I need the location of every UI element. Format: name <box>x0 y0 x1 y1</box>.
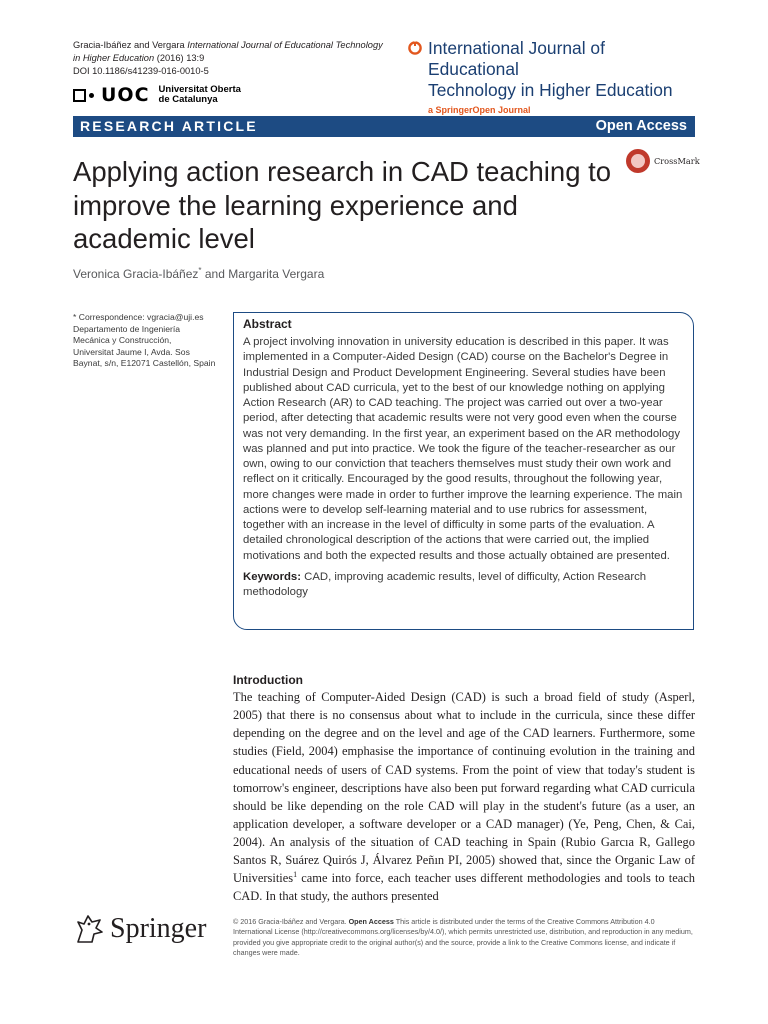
article-type: RESEARCH ARTICLE <box>80 118 258 134</box>
citation-journal-cont: in Higher Education <box>73 53 155 63</box>
correspondence-email[interactable]: * Correspondence: vgracia@uji.es <box>73 312 204 322</box>
springer-logo <box>72 912 206 946</box>
springer-horse-icon <box>72 912 106 946</box>
author-1: Veronica Gracia-Ibáñez <box>73 267 199 281</box>
abstract-heading: Abstract <box>243 317 292 331</box>
crossmark-label: CrossMark <box>654 156 700 166</box>
keywords-label: Keywords: <box>243 570 301 583</box>
footnote-mark[interactable]: 1 <box>293 870 298 880</box>
uoc-mark-icon <box>73 89 94 102</box>
citation-authors: Gracia-Ibáñez and Vergara <box>73 40 185 50</box>
corresponding-mark: * <box>198 266 202 275</box>
license-open-access: Open Access <box>348 917 394 926</box>
journal-logo <box>408 38 698 115</box>
introduction-text: The teaching of Computer-Aided Design (CAD) is such a broad field of study (Asperl, 2005) that there is no consensus about what to include in the curricula, since these differ depending on the degree and on the level and age of the CAD learners. Furthermore, some studies (Field, 2004) emphasise the importance of continuing evolution in the training and educational needs of users of CAD systems. From the point of view that today's student is tomorrow's engineer, descriptions have also been put forward regarding what CAD curricula should be like depending on the role CAD will play in the student's future (as a user, an application developer, a software developer or a CAD manager) (Ye, Peng, Chen, & Cai, 2004). An analysis of the situation of CAD teaching in Spain (Rubio Garcıa R, Gallego Santos R, Suárez Quirós J, Álvarez Peñın PI, 2005) showed that, since the Organic Law of Universities$^1$ came into force, each teacher uses different methodologies and tools to teach CAD. In that study, the authors presented <box>233 690 695 904</box>
doi[interactable]: DOI 10.1186/s41239-016-0010-5 <box>73 66 209 76</box>
abstract-box <box>233 312 694 630</box>
uoc-name: Universitat Oberta de Catalunya <box>158 84 241 105</box>
springer-wordmark: Springer <box>110 913 207 944</box>
abstract-text: A project involving innovation in university education is described in this paper. It was implemented in a Computer-Aided Design (CAD) course on the Bachelor's Degree in Industrial Design and Product Development Engineering. Several studies have been published about CAD curricula, yet to the best of our knowledge nothing on applying Action Research (AR) to CAD teaching. The project was carried out over a two-year period, after detecting that academic results were not very good even when the course was not very demanding. In the first year, an experiment based on the AR methodology was planned and put into practice. We took the figure of the teacher-researcher as our own, owing to our conviction that teachers themselves must study their own work and reflect on it critically. Encouraged by the good results, throughout the following year, more changes were made in order to further improve the learning experience. The main actions were to develop self-learning material and to use rubrics for assessment, together with an increase in the level of difficulty in some parts of the evaluation. A detailed chronological description of the actions that were carried out, the implied motivations and both the expected results and those actually obtained are presented. <box>243 336 683 562</box>
open-access-label: Open Access <box>595 118 687 134</box>
keywords <box>243 570 684 601</box>
crossmark-badge[interactable] <box>626 149 700 173</box>
uoc-wordmark: UOC <box>101 84 150 106</box>
journal-title: International Journal of Educational Technology in Higher Education <box>428 38 673 100</box>
springeropen-icon <box>408 41 422 55</box>
journal-subtitle: a SpringerOpen Journal <box>428 105 531 115</box>
keywords-list: CAD, improving academic results, level of difficulty, Action Research methodology <box>243 570 647 598</box>
license-footer: © 2016 Gracia-Ibáñez and Vergara. Open Access This article is distributed under the terms of the Creative Commons Attribution 4.0 International License (http://creativecommons.org/licenses/by/4.0/), which permits unrestricted use, distribution, and reproduction in any medium, provided you give appropriate credit to the original author(s) and the source, provide a link to the Creative Commons license, and indicate if changes were made. <box>233 917 693 958</box>
citation-journal: International Journal of Educational Technology <box>187 40 383 50</box>
introduction-heading: Introduction <box>233 673 303 687</box>
article-type-band <box>73 116 695 137</box>
uoc-logo <box>73 84 241 106</box>
citation-block <box>73 39 403 78</box>
citation-meta: (2016) 13:9 <box>156 53 205 63</box>
correspondence: * Correspondence: vgracia@uji.es Departamento de Ingeniería Mecánica y Construcción, Universitat Jaume I, Avda. Sos Baynat, s/n, E12071 Castellón, Spain <box>73 312 223 370</box>
authors <box>73 266 324 281</box>
article-title: Applying action research in CAD teaching to improve the learning experience and academic level <box>73 156 612 254</box>
crossmark-icon <box>626 149 650 173</box>
author-2: and Margarita Vergara <box>201 267 325 281</box>
